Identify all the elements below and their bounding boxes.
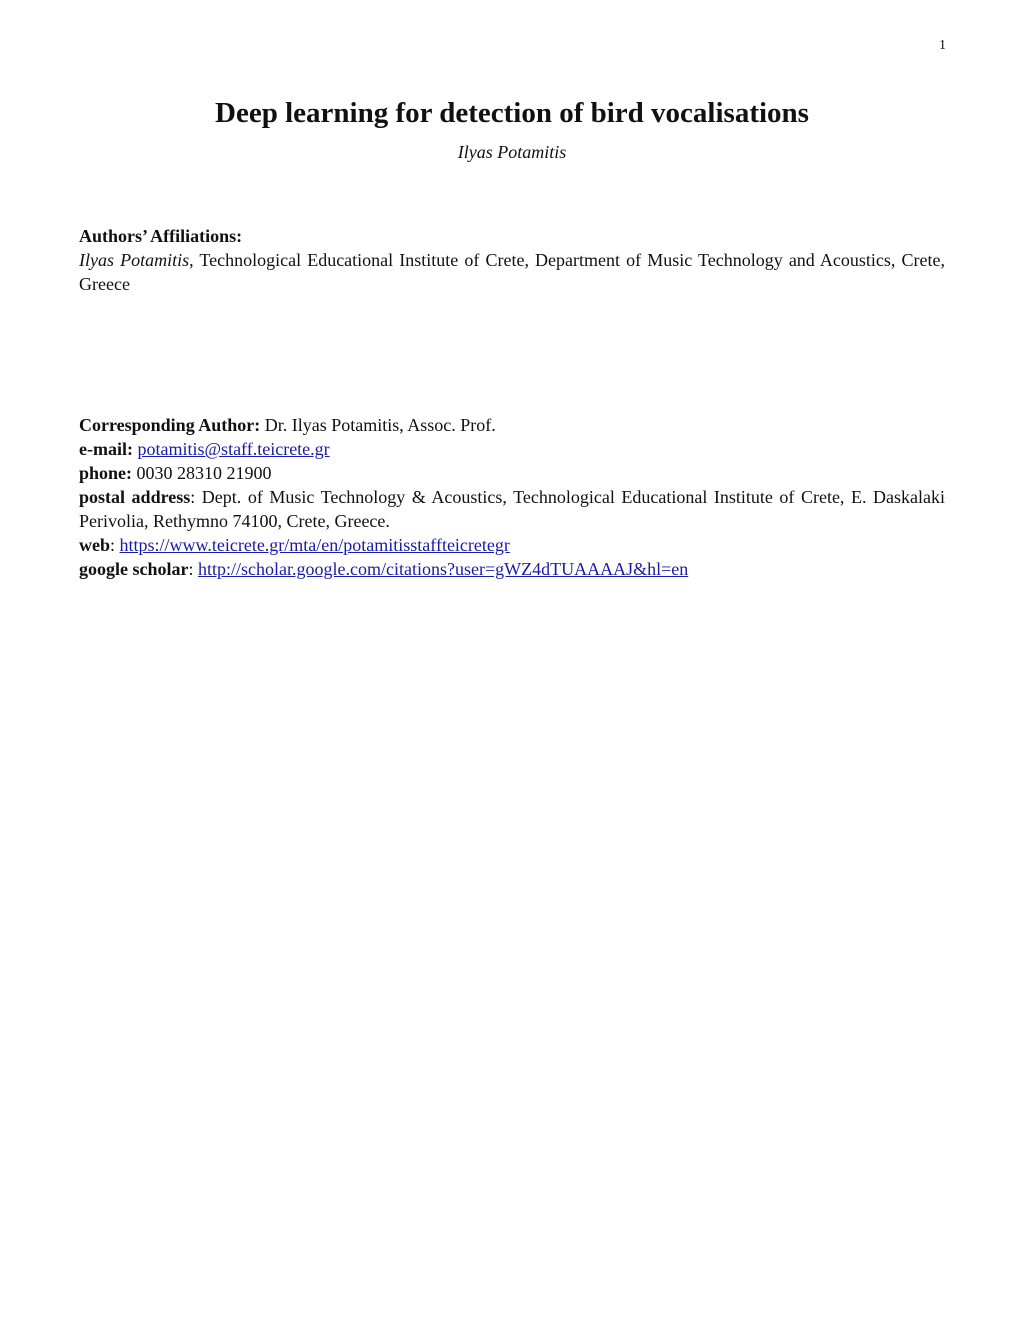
email-link[interactable]: potamitis@staff.teicrete.gr	[137, 439, 330, 459]
phone-value: 0030 28310 21900	[132, 463, 272, 483]
paper-author: Ilyas Potamitis	[457, 142, 567, 162]
web-separator: :	[110, 535, 120, 555]
corresponding-author-label: Corresponding Author:	[79, 415, 261, 435]
phone-label: phone:	[79, 463, 133, 483]
affiliations-section	[79, 224, 945, 296]
corresponding-author-line	[79, 413, 945, 437]
affiliation-author-name: Ilyas Potamitis	[79, 250, 190, 270]
scholar-label: google scholar	[79, 559, 189, 579]
paper-title: Deep learning for detection of bird vocalisations	[215, 97, 809, 129]
email-label: e-mail:	[79, 439, 133, 459]
postal-address-line	[79, 485, 945, 533]
web-line	[79, 533, 945, 557]
affiliations-text	[79, 248, 945, 296]
scholar-separator: :	[188, 559, 199, 579]
scholar-link[interactable]: http://scholar.google.com/citations?user=gWZ4dTUAAAAJ&hl=en	[198, 559, 689, 579]
postal-address-label: postal address	[79, 487, 191, 507]
affiliations-heading: Authors’ Affiliations:	[79, 226, 243, 246]
scholar-line	[79, 557, 945, 581]
page-number: 1	[939, 38, 946, 53]
corresponding-section	[79, 413, 945, 581]
postal-address-value: : Dept. of Music Technology & Acoustics, Technological Educational Institute of Crete, E. Daskalaki Perivolia, Rethymno 74100, Crete, Greece.	[79, 487, 945, 531]
phone-line	[79, 461, 945, 485]
web-label: web	[79, 535, 110, 555]
email-line	[79, 437, 945, 461]
corresponding-author-value: Dr. Ilyas Potamitis, Assoc. Prof.	[260, 415, 496, 435]
affiliation-institution: , Technological Educational Institute of Crete, Department of Music Technology and Acoustics, Crete, Greece	[79, 250, 945, 294]
web-link[interactable]: https://www.teicrete.gr/mta/en/potamitisstaffteicretegr	[119, 535, 510, 555]
